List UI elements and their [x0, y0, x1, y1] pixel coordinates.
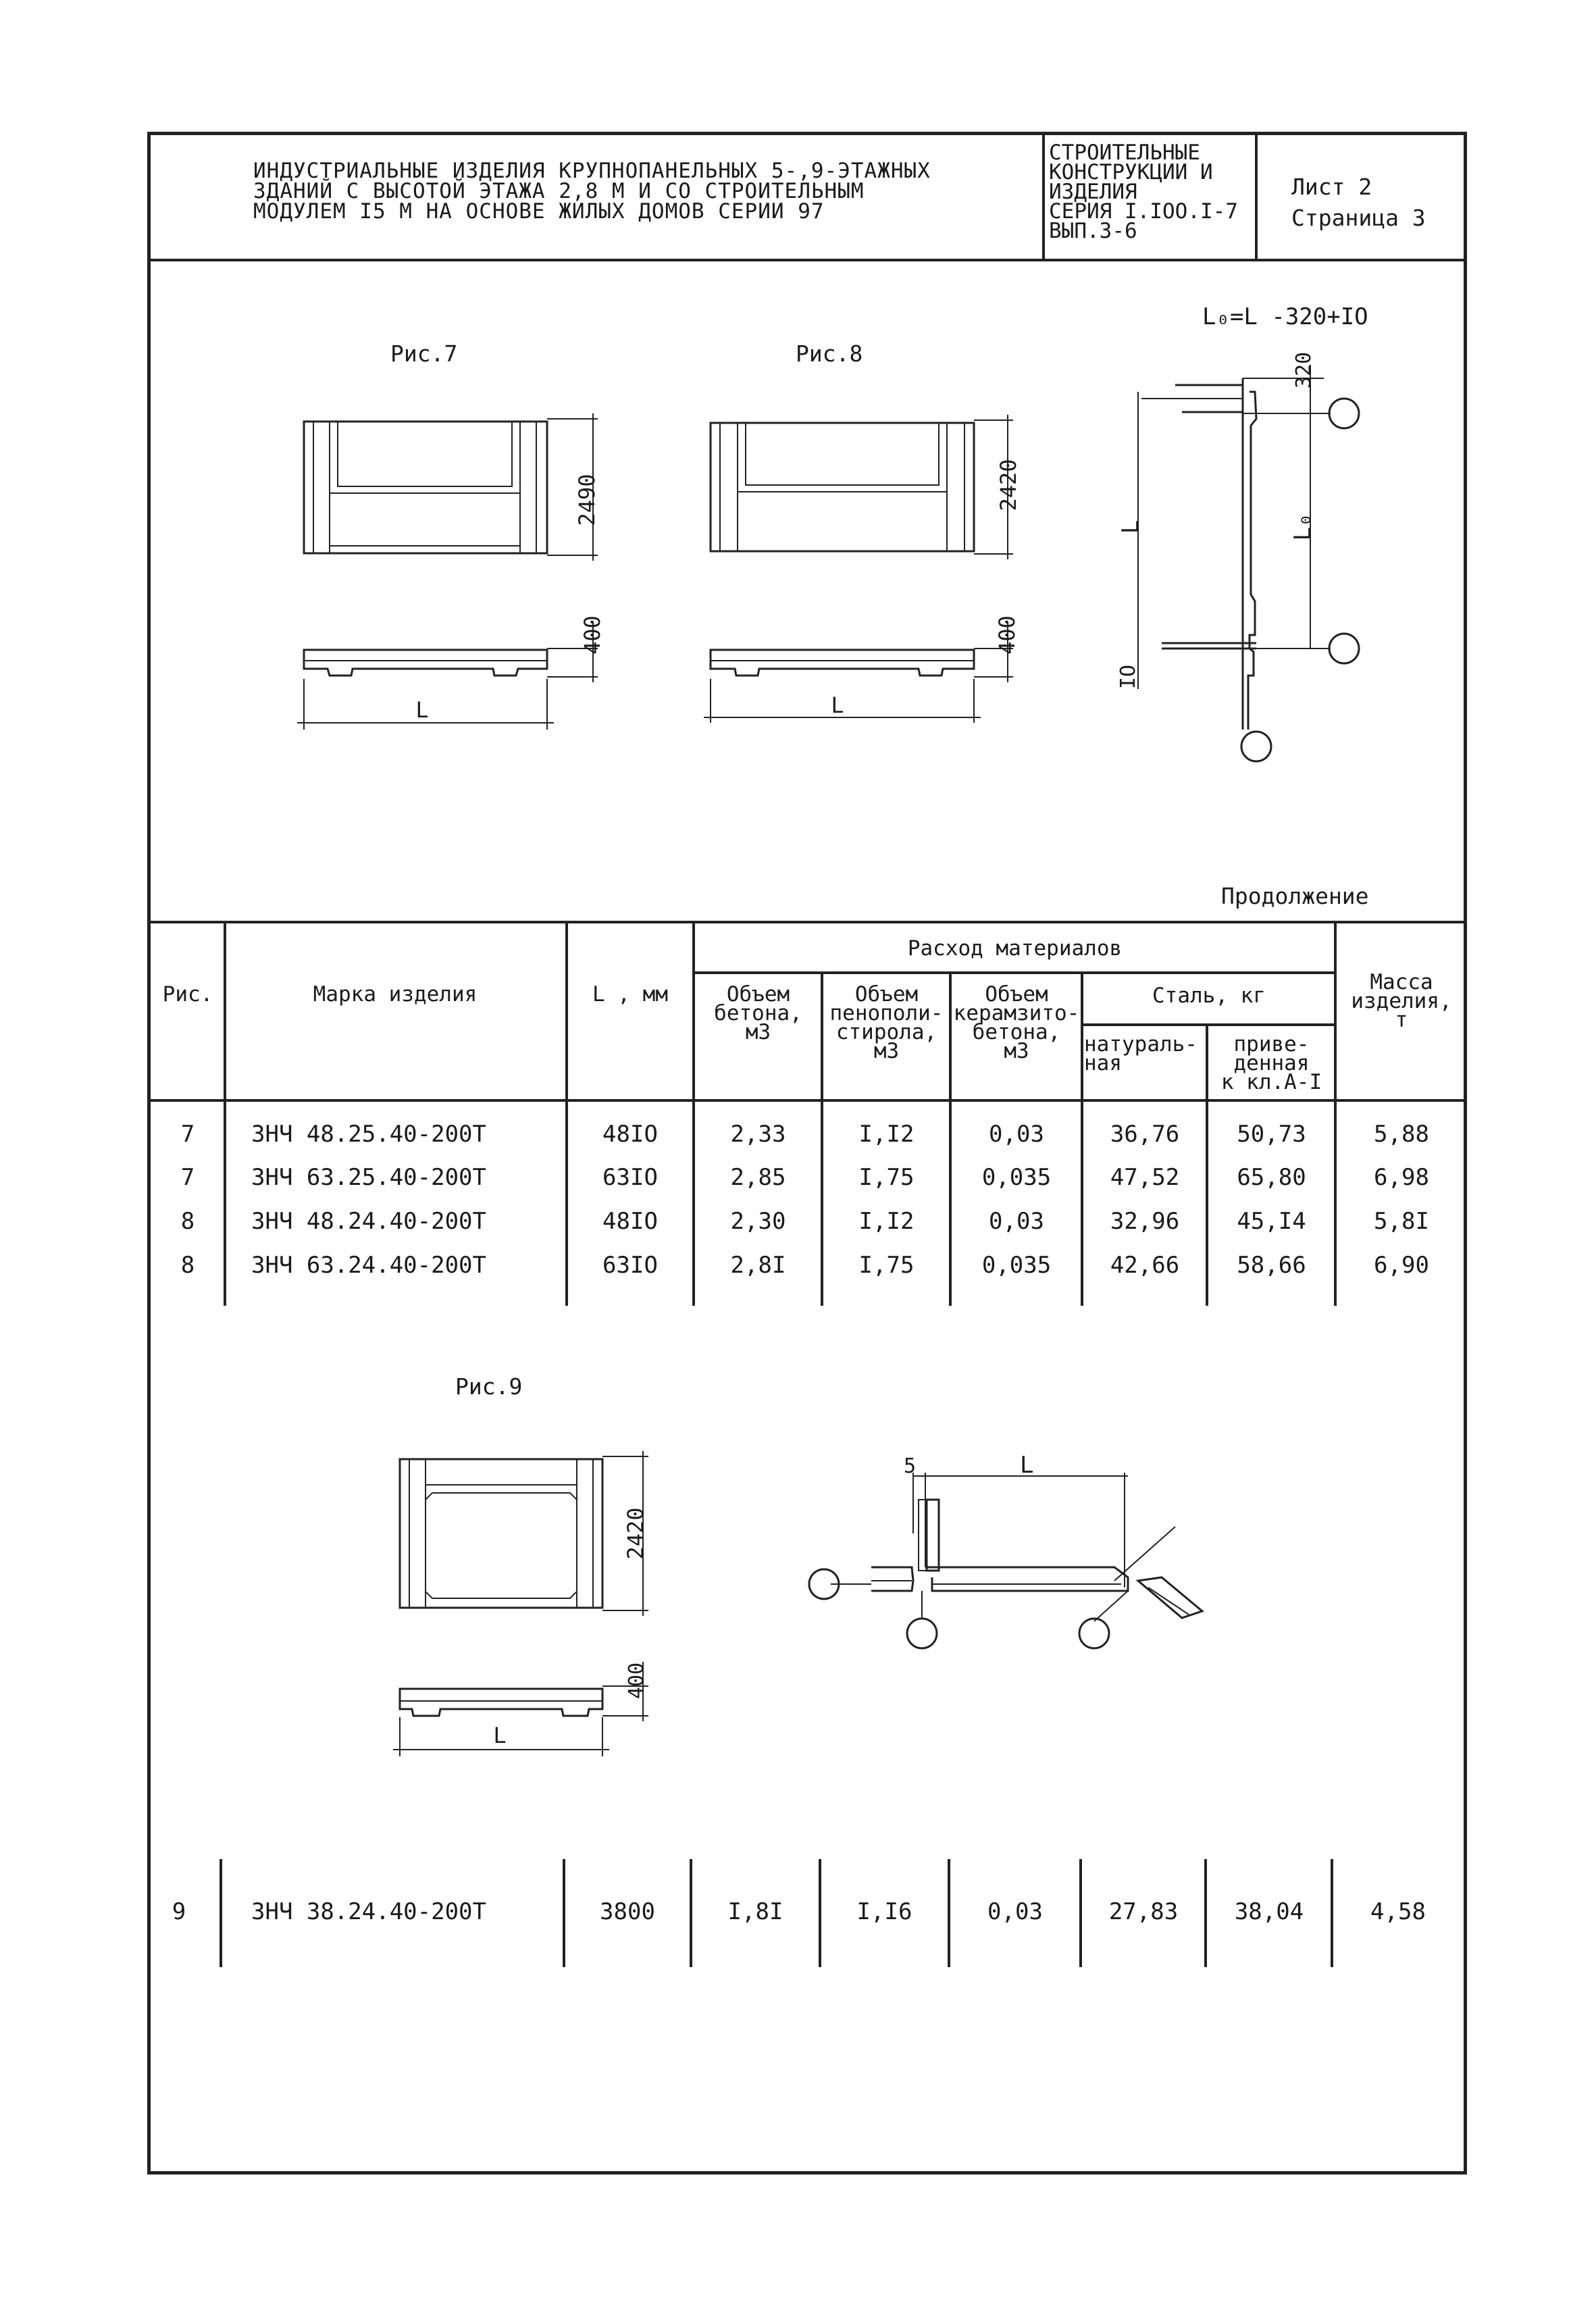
- col-polystyrene-header: [824, 982, 949, 1063]
- table-cell: 7: [180, 1164, 195, 1191]
- table-header-bottom: [147, 1099, 1467, 1102]
- table-cell: 2,33: [730, 1121, 786, 1148]
- table-cell: изделия,: [1351, 989, 1452, 1013]
- fig9-dim-L: L: [1020, 1452, 1034, 1479]
- table-cell: СЕРИЯ I.IOO.I-7: [1049, 199, 1238, 224]
- dim-L0: L₀: [1289, 513, 1316, 541]
- table-cell: 5,8I: [1374, 1208, 1429, 1235]
- table-cell: I,75: [858, 1252, 915, 1279]
- table-cell: КОНСТРУКЦИИ И: [1049, 160, 1213, 184]
- table-cell: денная: [1233, 1051, 1310, 1075]
- table-cell: м3: [1004, 1039, 1029, 1063]
- document-title: [253, 161, 931, 222]
- table-cell: 42,66: [1110, 1252, 1180, 1279]
- table-cell: 6,98: [1374, 1164, 1429, 1191]
- col-natural-header: [1084, 1032, 1206, 1075]
- table-cell: СТРОИТЕЛЬНЫЕ: [1049, 141, 1200, 165]
- fig9-height-label: 2420: [623, 1507, 648, 1560]
- table-cell: т: [1395, 1008, 1408, 1032]
- joint-detail-drawing: [1108, 351, 1378, 770]
- row9-vline-6: [1079, 1859, 1082, 1967]
- table-cell: 8: [180, 1208, 195, 1235]
- table-cell: 2,30: [730, 1208, 786, 1235]
- col-mass-header: [1337, 970, 1466, 1032]
- col-steel-header: Сталь, кг: [1152, 984, 1266, 1008]
- fig7-drawing: [290, 405, 615, 730]
- table-cell: бетона,: [972, 1020, 1061, 1044]
- fig9-dim-5: 5: [904, 1454, 917, 1478]
- fig7-section-height: 400: [580, 615, 605, 655]
- title-block-sep-1: [1042, 132, 1045, 260]
- fig8-caption: Рис.8: [796, 340, 863, 367]
- table-cell: Объем: [726, 982, 790, 1007]
- table-cell: I,8I: [727, 1898, 783, 1925]
- table-cell: 58,66: [1237, 1252, 1306, 1279]
- table-vline-8: [1334, 921, 1337, 1306]
- table-cell: 27,83: [1108, 1898, 1179, 1925]
- sheet-number: Лист 2: [1291, 174, 1372, 200]
- page-number: Страница 3: [1291, 205, 1426, 231]
- l0-formula: L₀=L -320+IO: [1202, 303, 1368, 330]
- continuation-label: Продолжение: [1221, 883, 1369, 909]
- fig9-joint-drawing: [797, 1446, 1236, 1669]
- table-cell: I,I6: [856, 1898, 912, 1925]
- table-cell: 32,96: [1110, 1208, 1180, 1235]
- table-materials-line: [694, 971, 1336, 974]
- table-cell: 63IO: [602, 1164, 658, 1191]
- row9-vline-3: [690, 1859, 692, 1967]
- table-cell: 50,73: [1237, 1121, 1306, 1148]
- fig7-height-label: 2490: [574, 474, 600, 526]
- dim-320: 320: [1292, 351, 1316, 389]
- col-keramzit-header: [952, 982, 1081, 1063]
- table-cell: 65,80: [1237, 1164, 1306, 1191]
- table-steel-line: [1082, 1023, 1336, 1026]
- table-cell: стирола,: [835, 1020, 937, 1044]
- dim-10: IO: [1116, 664, 1140, 690]
- fig7-caption: Рис.7: [390, 340, 458, 367]
- table-cell: ЗНЧ 38.24.40-200Т: [251, 1898, 486, 1925]
- table-cell: 7: [180, 1121, 195, 1148]
- table-vline-7: [1206, 1023, 1208, 1306]
- fig8-length-label: L: [831, 692, 844, 718]
- table-cell: I,75: [858, 1164, 915, 1191]
- col-mark-header: Марка изделия: [313, 982, 478, 1007]
- table-cell: 48IO: [602, 1121, 658, 1148]
- table-cell: Масса: [1370, 970, 1433, 994]
- row9-vline-2: [563, 1859, 565, 1967]
- table-cell: 0,035: [981, 1164, 1052, 1191]
- table-cell: 5,88: [1374, 1121, 1429, 1148]
- table-cell: ЗНЧ 63.25.40-200Т: [251, 1164, 486, 1191]
- table-vline-3: [692, 921, 695, 1306]
- table-cell: 36,76: [1110, 1121, 1180, 1148]
- table-cell: ЗНЧ 63.24.40-200Т: [251, 1252, 486, 1279]
- table-cell: Объем: [854, 982, 919, 1007]
- fig7-length-label: L: [415, 697, 429, 723]
- row9-vline-8: [1331, 1859, 1333, 1967]
- table-cell: 38,04: [1234, 1898, 1304, 1925]
- row9-vline-5: [948, 1859, 950, 1967]
- table-cell: 6,90: [1374, 1252, 1429, 1279]
- row9-vline-1: [220, 1859, 222, 1967]
- table-cell: 45,I4: [1237, 1208, 1306, 1235]
- col-materials-header: Расход материалов: [907, 936, 1123, 961]
- table-cell: ЗНЧ 48.24.40-200Т: [251, 1208, 486, 1235]
- table-cell: I,I2: [858, 1208, 915, 1235]
- table-cell: ИЗДЕЛИЯ: [1049, 180, 1137, 204]
- fig8-drawing: [696, 405, 1020, 730]
- table-top-line: [147, 921, 1467, 923]
- table-cell: ВЫП.3-6: [1049, 219, 1137, 243]
- title-block-sep-2: [1255, 132, 1258, 260]
- table-cell: натураль-: [1084, 1032, 1198, 1057]
- series-stamp: [1049, 143, 1238, 241]
- fig8-section-height: 400: [994, 615, 1020, 655]
- table-cell: Объем: [985, 982, 1048, 1007]
- table-cell: 47,52: [1110, 1164, 1180, 1191]
- row9-vline-7: [1204, 1859, 1207, 1967]
- title-block-divider: [147, 259, 1467, 261]
- table-cell: м3: [745, 1020, 771, 1044]
- col-length-header: L , мм: [592, 982, 668, 1007]
- table-cell: МОДУЛЕМ I5 М НА ОСНОВЕ ЖИЛЫХ ДОМОВ СЕРИИ 97: [253, 199, 825, 224]
- table-cell: 9: [172, 1898, 186, 1925]
- table-cell: к кл.А-I: [1220, 1070, 1322, 1094]
- table-cell: м3: [873, 1039, 900, 1063]
- table-cell: ЗДАНИЙ С ВЫСОТОЙ ЭТАЖА 2,8 М И СО СТРОИТЕЛЬНЫМ: [253, 179, 865, 203]
- table-cell: пенополи-: [829, 1001, 944, 1025]
- table-cell: 4,58: [1370, 1898, 1426, 1925]
- dim-L: L: [1117, 519, 1144, 534]
- fig9-drawing: [385, 1439, 669, 1763]
- table-cell: приве-: [1233, 1032, 1310, 1057]
- table-cell: ЗНЧ 48.25.40-200Т: [251, 1121, 486, 1148]
- table-cell: 0,035: [981, 1252, 1052, 1279]
- table-cell: ная: [1084, 1051, 1122, 1075]
- table-cell: 0,03: [989, 1208, 1044, 1235]
- fig9-caption: Рис.9: [455, 1373, 523, 1400]
- table-cell: бетона,: [714, 1001, 802, 1025]
- col-concrete-header: [696, 982, 821, 1044]
- table-cell: 3800: [600, 1898, 655, 1925]
- table-cell: 8: [180, 1252, 195, 1279]
- fig9-length-label: L: [493, 1723, 507, 1748]
- table-vline-5: [949, 971, 952, 1306]
- table-cell: 48IO: [602, 1208, 658, 1235]
- fig8-height-label: 2420: [996, 459, 1021, 511]
- table-cell: 0,03: [989, 1121, 1044, 1148]
- table-cell: I,I2: [858, 1121, 915, 1148]
- table-cell: 2,85: [730, 1164, 786, 1191]
- row9-vline-4: [819, 1859, 821, 1967]
- table-cell: 2,8I: [730, 1252, 786, 1279]
- table-vline-2: [565, 921, 568, 1306]
- table-cell: керамзито-: [953, 1001, 1080, 1025]
- table-vline-4: [821, 971, 823, 1306]
- table-cell: 63IO: [602, 1252, 658, 1279]
- table-vline-1: [224, 921, 226, 1306]
- fig9-section-height: 400: [625, 1662, 648, 1700]
- table-cell: ИНДУСТРИАЛЬНЫЕ ИЗДЕЛИЯ КРУПНОПАНЕЛЬНЫХ 5-,9-ЭТАЖНЫХ: [253, 159, 931, 183]
- table-vline-6: [1081, 971, 1083, 1306]
- col-fig-header: Рис.: [162, 982, 213, 1007]
- col-reduced-header: [1209, 1032, 1334, 1094]
- table-cell: 0,03: [987, 1898, 1043, 1925]
